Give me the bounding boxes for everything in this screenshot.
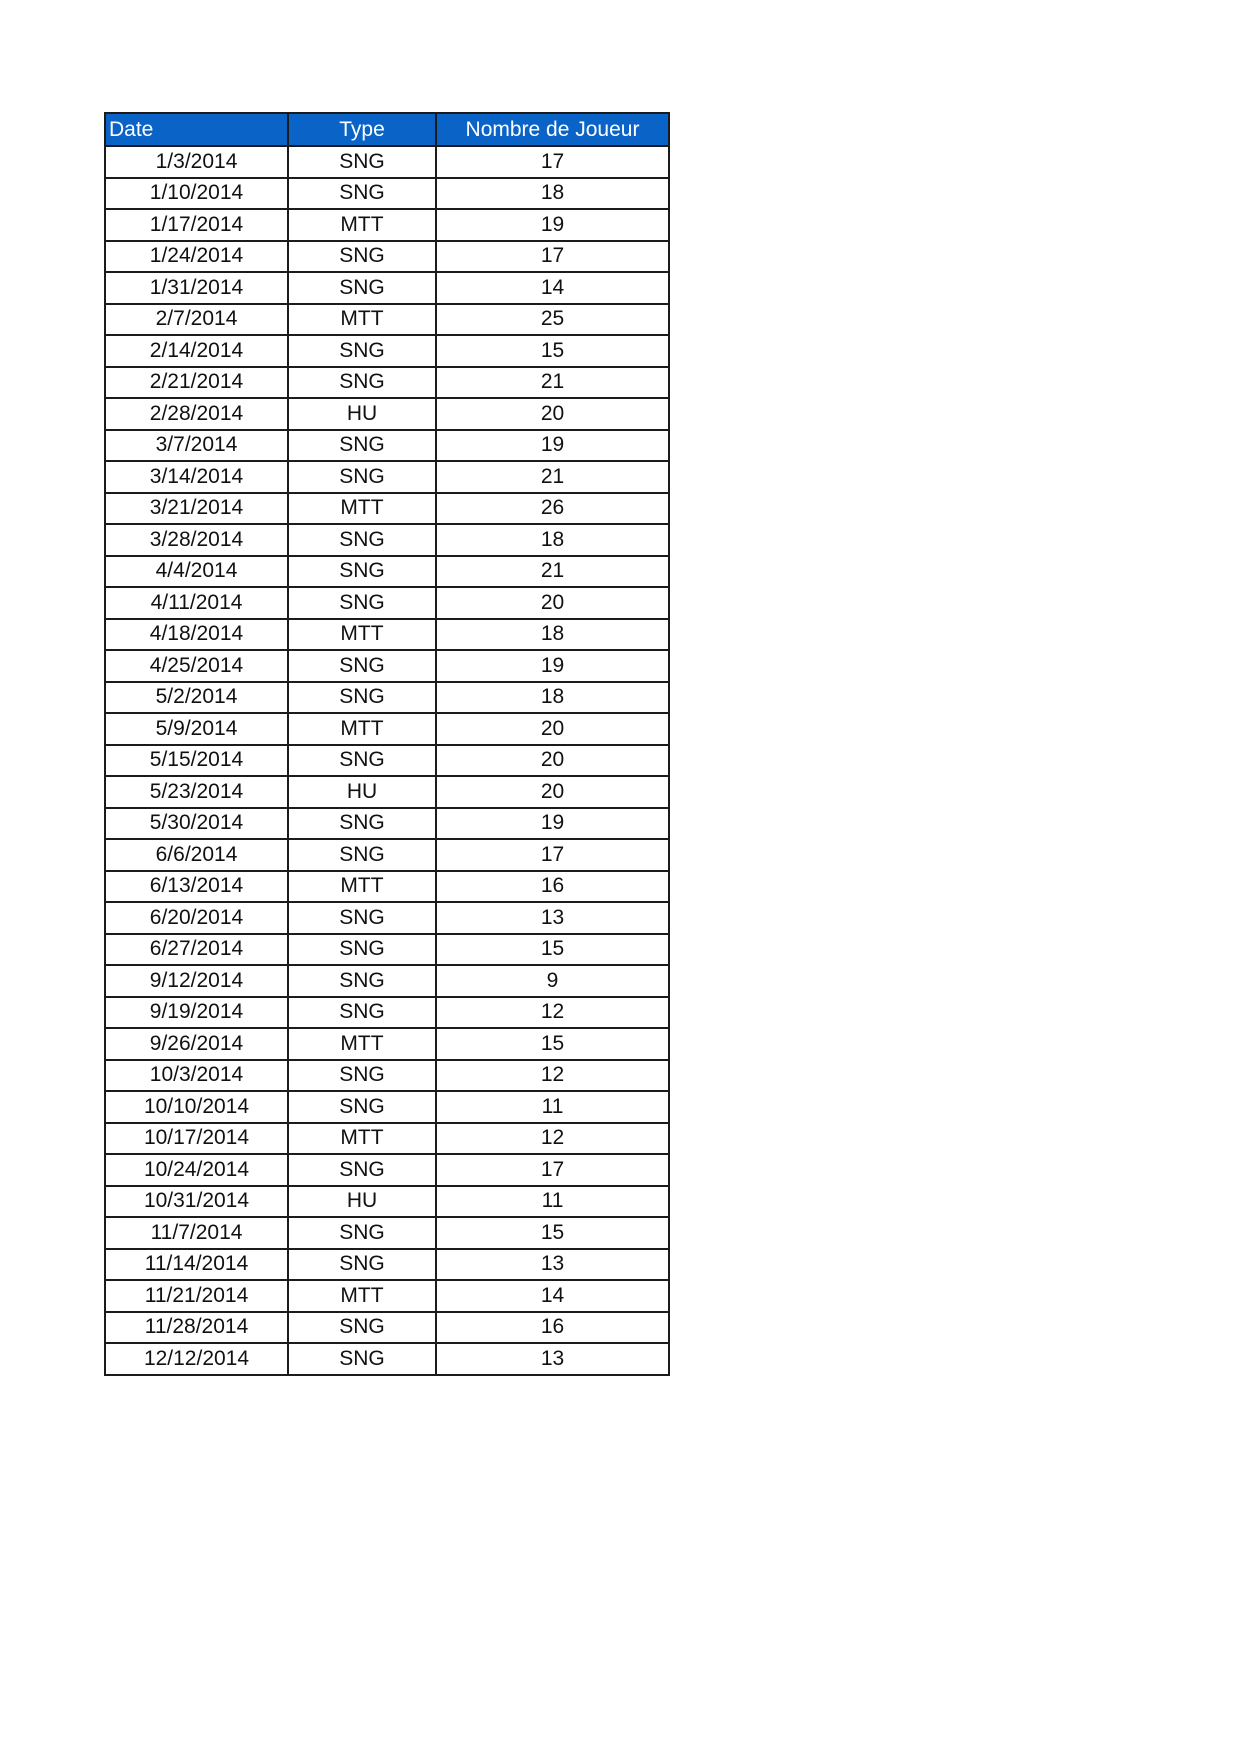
cell-date: 4/25/2014: [105, 650, 288, 682]
table-row: [105, 430, 669, 462]
cell-player-count: 12: [436, 1060, 669, 1092]
cell-date: 12/12/2014: [105, 1343, 288, 1375]
table-row: [105, 934, 669, 966]
cell-player-count: 11: [436, 1091, 669, 1123]
cell-type: MTT: [288, 619, 436, 651]
cell-date: 10/24/2014: [105, 1154, 288, 1186]
table-row: [105, 776, 669, 808]
cell-type: SNG: [288, 335, 436, 367]
cell-type: SNG: [288, 1343, 436, 1375]
cell-player-count: 18: [436, 178, 669, 210]
cell-player-count: 21: [436, 367, 669, 399]
cell-player-count: 19: [436, 808, 669, 840]
cell-player-count: 12: [436, 997, 669, 1029]
table-row: [105, 1186, 669, 1218]
cell-player-count: 17: [436, 1154, 669, 1186]
cell-type: SNG: [288, 146, 436, 178]
cell-type: MTT: [288, 1280, 436, 1312]
cell-player-count: 18: [436, 682, 669, 714]
table-row: [105, 1154, 669, 1186]
cell-type: SNG: [288, 587, 436, 619]
cell-player-count: 17: [436, 241, 669, 273]
cell-player-count: 14: [436, 1280, 669, 1312]
cell-date: 5/30/2014: [105, 808, 288, 840]
table-row: [105, 650, 669, 682]
cell-player-count: 17: [436, 146, 669, 178]
table-row: [105, 493, 669, 525]
cell-player-count: 19: [436, 650, 669, 682]
header-player-count: Nombre de Joueur: [436, 113, 669, 146]
cell-type: SNG: [288, 997, 436, 1029]
cell-date: 3/14/2014: [105, 461, 288, 493]
cell-type: MTT: [288, 304, 436, 336]
cell-type: SNG: [288, 461, 436, 493]
cell-type: SNG: [288, 524, 436, 556]
table-row: [105, 335, 669, 367]
cell-player-count: 25: [436, 304, 669, 336]
table-row: [105, 902, 669, 934]
table-row: [105, 682, 669, 714]
cell-player-count: 16: [436, 871, 669, 903]
cell-player-count: 26: [436, 493, 669, 525]
cell-date: 1/3/2014: [105, 146, 288, 178]
cell-player-count: 18: [436, 524, 669, 556]
cell-type: SNG: [288, 808, 436, 840]
cell-type: SNG: [288, 1217, 436, 1249]
cell-player-count: 15: [436, 934, 669, 966]
cell-type: SNG: [288, 1154, 436, 1186]
cell-date: 5/9/2014: [105, 713, 288, 745]
cell-player-count: 20: [436, 587, 669, 619]
table-row: [105, 398, 669, 430]
table-row: [105, 997, 669, 1029]
cell-type: SNG: [288, 934, 436, 966]
table-row: [105, 713, 669, 745]
table-row: [105, 367, 669, 399]
cell-date: 4/18/2014: [105, 619, 288, 651]
cell-date: 5/23/2014: [105, 776, 288, 808]
cell-player-count: 20: [436, 398, 669, 430]
cell-player-count: 20: [436, 713, 669, 745]
cell-date: 3/7/2014: [105, 430, 288, 462]
table-row: [105, 1343, 669, 1375]
cell-date: 10/10/2014: [105, 1091, 288, 1123]
cell-date: 1/10/2014: [105, 178, 288, 210]
cell-date: 11/7/2014: [105, 1217, 288, 1249]
table-row: [105, 1217, 669, 1249]
cell-player-count: 21: [436, 461, 669, 493]
table-row: [105, 619, 669, 651]
table-row: [105, 178, 669, 210]
table-row: [105, 1312, 669, 1344]
table-row: [105, 146, 669, 178]
cell-date: 3/21/2014: [105, 493, 288, 525]
cell-date: 3/28/2014: [105, 524, 288, 556]
header-type: Type: [288, 113, 436, 146]
cell-type: SNG: [288, 1312, 436, 1344]
table-row: [105, 839, 669, 871]
table-row: [105, 556, 669, 588]
table-row: [105, 272, 669, 304]
cell-date: 6/6/2014: [105, 839, 288, 871]
cell-date: 10/31/2014: [105, 1186, 288, 1218]
cell-date: 1/24/2014: [105, 241, 288, 273]
cell-player-count: 14: [436, 272, 669, 304]
cell-player-count: 15: [436, 1217, 669, 1249]
cell-player-count: 12: [436, 1123, 669, 1155]
cell-type: SNG: [288, 556, 436, 588]
table-row: [105, 241, 669, 273]
cell-type: SNG: [288, 745, 436, 777]
cell-type: MTT: [288, 209, 436, 241]
table-row: [105, 1028, 669, 1060]
cell-player-count: 20: [436, 745, 669, 777]
cell-player-count: 15: [436, 1028, 669, 1060]
cell-type: MTT: [288, 1123, 436, 1155]
cell-date: 2/7/2014: [105, 304, 288, 336]
cell-date: 4/11/2014: [105, 587, 288, 619]
cell-date: 5/15/2014: [105, 745, 288, 777]
cell-date: 11/14/2014: [105, 1249, 288, 1281]
table-row: [105, 1091, 669, 1123]
cell-type: MTT: [288, 713, 436, 745]
cell-type: SNG: [288, 241, 436, 273]
table-row: [105, 808, 669, 840]
cell-player-count: 17: [436, 839, 669, 871]
cell-type: SNG: [288, 839, 436, 871]
table-row: [105, 871, 669, 903]
cell-date: 4/4/2014: [105, 556, 288, 588]
table-row: [105, 587, 669, 619]
cell-date: 9/26/2014: [105, 1028, 288, 1060]
cell-date: 2/28/2014: [105, 398, 288, 430]
cell-player-count: 18: [436, 619, 669, 651]
cell-date: 2/21/2014: [105, 367, 288, 399]
cell-date: 9/12/2014: [105, 965, 288, 997]
cell-type: MTT: [288, 493, 436, 525]
table-row: [105, 1249, 669, 1281]
header-row: [105, 113, 669, 146]
cell-player-count: 11: [436, 1186, 669, 1218]
table-body: [105, 146, 669, 1375]
cell-player-count: 13: [436, 1249, 669, 1281]
cell-date: 5/2/2014: [105, 682, 288, 714]
cell-date: 10/3/2014: [105, 1060, 288, 1092]
table-row: [105, 1123, 669, 1155]
table-row: [105, 1060, 669, 1092]
cell-player-count: 21: [436, 556, 669, 588]
cell-player-count: 9: [436, 965, 669, 997]
cell-date: 1/17/2014: [105, 209, 288, 241]
cell-player-count: 20: [436, 776, 669, 808]
cell-type: SNG: [288, 367, 436, 399]
cell-type: MTT: [288, 1028, 436, 1060]
cell-date: 10/17/2014: [105, 1123, 288, 1155]
spreadsheet-page: [104, 112, 668, 1376]
cell-type: SNG: [288, 1091, 436, 1123]
cell-date: 11/21/2014: [105, 1280, 288, 1312]
cell-type: SNG: [288, 1249, 436, 1281]
cell-type: HU: [288, 776, 436, 808]
cell-date: 1/31/2014: [105, 272, 288, 304]
tournament-table: [104, 112, 670, 1376]
cell-date: 11/28/2014: [105, 1312, 288, 1344]
cell-type: SNG: [288, 272, 436, 304]
cell-type: SNG: [288, 1060, 436, 1092]
table-row: [105, 304, 669, 336]
table-row: [105, 461, 669, 493]
cell-date: 6/27/2014: [105, 934, 288, 966]
cell-type: SNG: [288, 430, 436, 462]
cell-player-count: 15: [436, 335, 669, 367]
cell-player-count: 13: [436, 902, 669, 934]
cell-type: SNG: [288, 965, 436, 997]
cell-type: MTT: [288, 871, 436, 903]
cell-type: HU: [288, 1186, 436, 1218]
cell-player-count: 19: [436, 209, 669, 241]
cell-type: SNG: [288, 682, 436, 714]
table-row: [105, 209, 669, 241]
header-date: Date: [105, 113, 288, 146]
cell-type: SNG: [288, 178, 436, 210]
cell-type: HU: [288, 398, 436, 430]
cell-date: 2/14/2014: [105, 335, 288, 367]
table-row: [105, 1280, 669, 1312]
cell-date: 9/19/2014: [105, 997, 288, 1029]
table-row: [105, 965, 669, 997]
cell-type: SNG: [288, 902, 436, 934]
cell-date: 6/20/2014: [105, 902, 288, 934]
cell-date: 6/13/2014: [105, 871, 288, 903]
table-row: [105, 524, 669, 556]
cell-player-count: 19: [436, 430, 669, 462]
cell-type: SNG: [288, 650, 436, 682]
cell-player-count: 13: [436, 1343, 669, 1375]
cell-player-count: 16: [436, 1312, 669, 1344]
table-row: [105, 745, 669, 777]
